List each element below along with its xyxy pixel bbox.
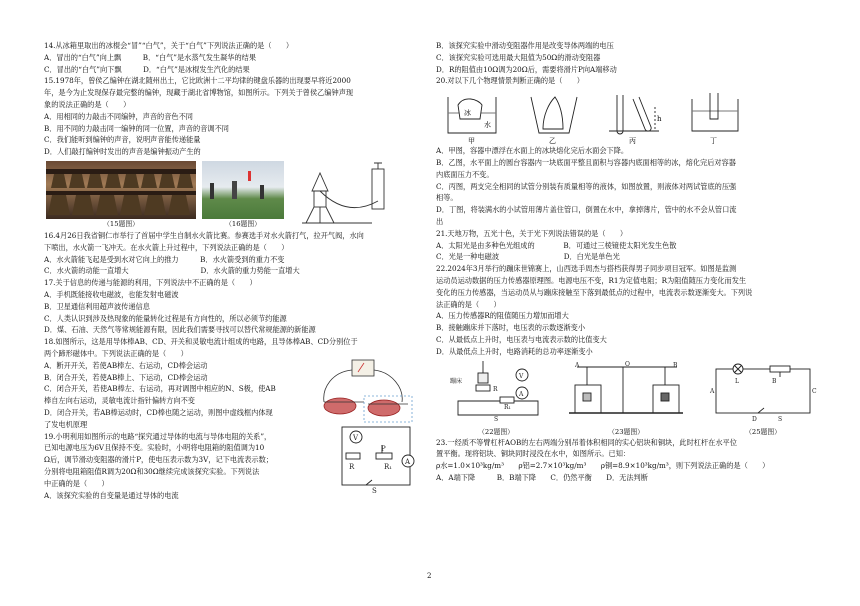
question-21 xyxy=(436,228,820,263)
figure-15-caption: （15题图） xyxy=(103,219,139,228)
q15-line: 象的说法正确的是（ ） xyxy=(44,99,131,109)
q19-line: 已知电源电压为6V且保持不变。实验时，小明将电阻箱的阻值调为10 xyxy=(44,443,265,453)
q15-option-b: B．用不同的力敲击同一编钟的同一位置，声音的音调不同 xyxy=(44,123,229,133)
q19-circuit-diagram xyxy=(336,423,416,495)
svg-text:V: V xyxy=(353,433,359,442)
svg-text:S: S xyxy=(372,486,377,495)
q21-stem: 21.天地万物，五光十色，关于光下列说法错误的是（ ） xyxy=(436,228,628,238)
q20-option-b-cont: 内底面压力不变。 xyxy=(436,169,494,179)
q20-option-c: C．丙图，两支完全相同的试管分别装有质量相等的液体，如图放置，则液体对两试管底的压强 xyxy=(436,181,737,191)
q23-line: 置平衡。现将铝块、铜块同时浸没在水中，如图所示。已知： xyxy=(436,449,631,459)
q16-line: 16.4月26日我省铜仁市举行了首届中学生自制水火箭比赛。参赛选手对水火箭打气，拉开气阀，水向 xyxy=(44,230,364,240)
q18-option-c: C．闭合开关，若使AB棒左、右运动，再对调图中相应的N、S极，使AB xyxy=(44,384,276,394)
svg-text:R₁: R₁ xyxy=(384,462,393,471)
q17-stem: 17.关于信息的传递与能源的利用，下列说法中不正确的是（ ） xyxy=(44,278,257,288)
q23-densities: ρ水=1.0×10³kg/m³ ρ铝=2.7×10³kg/m³ ρ铜=8.9×10³kg/m³，则下列说法正确的是（ ） xyxy=(436,461,770,471)
question-14 xyxy=(44,40,416,75)
right-column xyxy=(436,40,820,484)
svg-text:S: S xyxy=(778,415,783,423)
svg-text:B: B xyxy=(673,361,678,369)
q20-option-d: D．丁图，将装满水的小试管用薄片盖住管口，倒置在水中，拿掉薄片，管中的水不会从管口流 xyxy=(436,205,737,215)
q22-option-a: A．压力传感器R的阻值随压力增加而增大 xyxy=(436,311,569,321)
q20-option-d-cont: 出 xyxy=(436,216,444,226)
q19-option-b: B．该探究实验中滑动变阻器作用是改变导体两端的电压 xyxy=(436,41,614,50)
q14-stem: 14.从冰箱里取出的冰棍会“冒”“白气”，关于“白气”下列说法正确的是（ ） xyxy=(44,41,294,50)
q19-option-a: A．该探究实验的自变量是通过导体的电流 xyxy=(44,490,179,500)
q22-line: 22.2024年3月举行的蹦床世锦赛上，山西选手周杰与搭档获得男子同步项目冠军。如图是监测 xyxy=(436,264,737,274)
question-16 xyxy=(44,230,416,277)
svg-text:R: R xyxy=(349,462,355,471)
q23-line: 23.一经质不等臂杠杆AOB的左右两端分别吊着体积相同的实心铝块和铜块，此时杠杆在水平位 xyxy=(436,437,737,447)
q18-line: 18.如图所示，这是用导体棒AB、CD、开关和灵敏电流计组成的电路，且导体棒AB、CD分别位于 xyxy=(44,337,358,347)
q22-option-b: B．接触蹦床并下落时，电压表的示数逐渐变小 xyxy=(436,323,586,333)
q17-option-b: B．卫星通信利用超声波传递信息 xyxy=(44,301,150,311)
svg-text:蹦床: 蹦床 xyxy=(450,377,463,385)
question-23 xyxy=(436,437,820,484)
q15-line: 15.1978年，曾侯乙编钟在湖北随州出土，它比欧洲十二平均律的键盘乐器的出现要早将近2000 xyxy=(44,76,351,86)
svg-text:h: h xyxy=(657,115,662,124)
figure-row-22-23-25 xyxy=(448,361,818,437)
svg-text:C: C xyxy=(812,387,817,395)
q19-line: 19.小明利用如图所示的电路“探究通过导体的电流与导体电阻的关系”， xyxy=(44,431,272,441)
bianzhong-photo xyxy=(46,161,196,219)
q20-water-label: 水 xyxy=(484,121,491,130)
svg-text:B: B xyxy=(772,377,777,385)
q17-option-d: D．煤、石油、天然气等常规能源有限，因此我们需要寻找可以替代常规能源的新能源 xyxy=(44,325,316,335)
svg-text:P: P xyxy=(381,444,386,453)
q20-figures xyxy=(444,89,744,145)
q20-figure-yi xyxy=(525,89,583,145)
figure-22-caption: （22题图） xyxy=(478,427,514,436)
figure-row-15-16 xyxy=(46,161,416,229)
question-18 xyxy=(44,336,416,430)
q23-lever-diagram xyxy=(567,361,685,423)
q23-options: A．A端下降 B．B端下降 C．仍然平衡 D．无法判断 xyxy=(436,472,648,482)
figure-25 xyxy=(708,361,818,437)
left-column xyxy=(44,40,416,501)
q20-stem: 20.对以下几个物理情景判断正确的是（ ） xyxy=(436,76,584,86)
svg-text:A: A xyxy=(710,387,715,395)
q15-option-c: C．我们能听到编钟的声音，说明声音能传递能量 xyxy=(44,135,201,145)
q16-line: 下喷出，水火箭一飞冲天。在水火箭上升过程中，下列说法正确的是（ ） xyxy=(44,242,289,252)
q20-option-a: A．甲图，容器中漂浮在水面上的冰块熔化完后水面会下降。 xyxy=(436,146,629,156)
q22-line: 运动员运动数据的压力传感器原理图。电源电压不变，R1为定值电阻；R为阻值随压力变化而发生 xyxy=(436,275,747,285)
q17-option-c: C．人类认识到涉及热现象的能量转化过程是有方向性的，所以必须节约能源 xyxy=(44,313,287,323)
water-rocket-diagram xyxy=(290,161,400,229)
figure-23-caption: （23题图） xyxy=(608,427,644,436)
q22-option-c: C．从最低点上升时，电压表与电流表示数的比值变大 xyxy=(436,334,607,344)
q17-option-a: A．手机既能接收电磁波，也能发射电磁波 xyxy=(44,289,179,299)
q22-line: 法正确的是（ ） xyxy=(436,299,501,309)
q18-option-b: B．闭合开关，若使AB棒上、下运动，CD棒会运动 xyxy=(44,372,208,382)
question-17 xyxy=(44,277,416,336)
q20-ice-label: 冰 xyxy=(464,109,471,118)
q18-circuit-diagram xyxy=(312,358,414,426)
q22-line: 变化的压力传感器，当运动员从与蹦床接触至下落到最低点的过程中，电流表示数逐渐变大。下列说 xyxy=(436,287,753,297)
svg-text:O: O xyxy=(625,360,630,368)
q15-option-d: D．人们敲打编钟时发出的声音是编钟振动产生的 xyxy=(44,147,201,157)
q18-option-c-cont: 棒自左向右运动，灵敏电流计指针偏转方向不变 xyxy=(44,396,195,406)
figure-15 xyxy=(46,161,196,229)
bianzhong-illustration xyxy=(46,161,196,219)
question-19 xyxy=(44,431,416,502)
q20-figure-ding xyxy=(686,89,744,145)
svg-text:L: L xyxy=(735,377,739,385)
svg-text:A: A xyxy=(575,361,580,369)
q20-label-yi: 乙 xyxy=(548,137,556,146)
question-19-continued xyxy=(436,40,820,75)
q15-option-a: A．用相同的力敲击不同编钟，声音的音色不同 xyxy=(44,111,193,121)
svg-text:S: S xyxy=(494,415,499,423)
q16-options-cd: C．水火箭的动能一直增大 D．水火箭的重力势能一直增大 xyxy=(44,266,300,276)
q19-line: Ω后，调节滑动变阻器的滑片P，使电压表示数为3V，记下电流表示数； xyxy=(44,455,273,465)
figure-16 xyxy=(202,161,284,229)
q22-circuit-diagram xyxy=(448,361,544,423)
rocket-launch-illustration xyxy=(202,161,284,219)
water-rocket-photo xyxy=(202,161,284,219)
figure-22 xyxy=(448,361,544,437)
q20-figure-bing xyxy=(605,89,663,145)
q20-label-bing: 丙 xyxy=(629,137,637,146)
q20-label-ding: 丁 xyxy=(709,137,717,146)
q16-options-ab: A．水火箭能飞起是受到水对它向上的推力 B．水火箭受到的重力不变 xyxy=(44,254,285,264)
q22-option-d: D．从最低点上升时，电路消耗的总功率逐渐变小 xyxy=(436,346,593,356)
svg-text:R₁: R₁ xyxy=(504,403,511,411)
q14-options-cd: C．冒出的“白气”向下飘 D．“白气”是冰棍发生汽化的结果 xyxy=(44,64,250,74)
q19-option-c: C．该探究实验可选用最大阻值为50Ω的滑动变阻器 xyxy=(436,52,601,62)
figure-16-caption: （16题图） xyxy=(225,219,261,228)
figure-25-caption: （25题图） xyxy=(745,427,781,436)
q19-option-d: D．R的阻值由10Ω调为20Ω后，需要将滑片P向A端移动 xyxy=(436,64,617,74)
q20-option-b: B．乙图，水平面上的圆台容器内一块底面平整且面积与容器内底面相等的冰，熔化完后对容器 xyxy=(436,157,736,167)
svg-text:D: D xyxy=(752,415,757,423)
page-number: 2 xyxy=(427,572,432,580)
svg-text:A: A xyxy=(405,457,411,466)
q18-option-d-cont: 了发电机原理 xyxy=(44,419,88,429)
svg-text:A: A xyxy=(519,390,524,398)
q19-line: 中正确的是（ ） xyxy=(44,478,109,488)
figure-23 xyxy=(567,361,685,437)
q19-line: 分别将电阻箱阻值R调为20Ω和30Ω继续完成该探究实验。下列说法 xyxy=(44,466,260,476)
svg-text:R: R xyxy=(493,385,498,393)
q14-options-ab: A．冒出的“白气”向上飘 B．“白气”是水蒸气发生凝华的结果 xyxy=(44,52,257,62)
q25-circuit-diagram xyxy=(708,361,818,423)
q21-options-ab: A．太阳光是由多种色光组成的 B．可通过三棱镜使太阳光发生色散 xyxy=(436,240,677,250)
q20-label-jia: 甲 xyxy=(468,137,475,146)
q18-line: 两个蹄形磁体中。下列说法正确的是（ ） xyxy=(44,348,188,358)
q18-option-a: A．断开开关，若使AB棒左、右运动，CD棒会运动 xyxy=(44,360,208,370)
svg-text:V: V xyxy=(519,372,524,380)
q20-option-c-cont: 相等。 xyxy=(436,193,458,203)
rocket-pump-diagram xyxy=(290,161,400,229)
question-20 xyxy=(436,75,820,227)
question-22 xyxy=(436,263,820,357)
q21-options-cd: C．光是一种电磁波 D．白光是单色光 xyxy=(436,252,620,262)
q18-option-d: D．闭合开关，若AB棒运动时，CD棒也随之运动，则图中虚线框内体现 xyxy=(44,407,273,417)
question-15 xyxy=(44,75,416,158)
q20-figure-jia xyxy=(444,89,502,145)
q15-line: 年，是今为止发现保存最完整的编钟，现藏于湖北省博物馆，如图所示。下列关于曾侯乙编钟声现 xyxy=(44,88,354,98)
